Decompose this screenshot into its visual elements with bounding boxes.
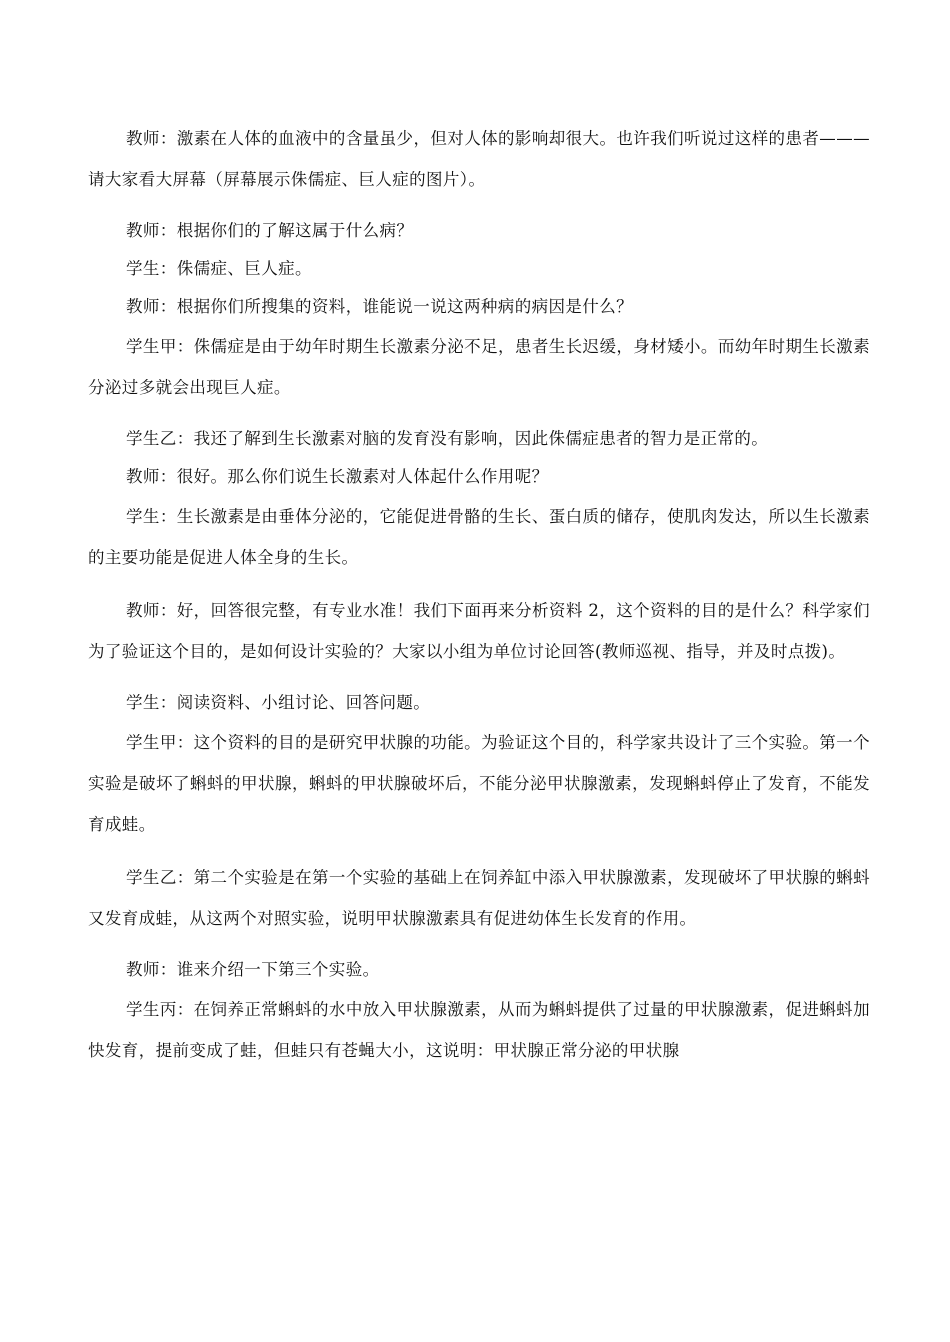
paragraph-student-growth-hormone: 学生：生长激素是由垂体分泌的，它能促进骨骼的生长、蛋白质的储存，使肌肉发达，所以生长激素的主要功能是促进人体全身的生长。 [88, 507, 870, 567]
paragraph-student-a-thyroid: 学生甲：这个资料的目的是研究甲状腺的功能。为验证这个目的，科学家共设计了三个实验。第一个实验是破坏了蝌蚪的甲状腺，蝌蚪的甲状腺破坏后，不能分泌甲状腺激素，发现蝌蚪停止了发育，不能发育成蛙。 [88, 733, 870, 834]
document-body [88, 118, 870, 1083]
paragraph-teacher-hormone-intro: 教师：激素在人体的血液中的含量虽少，但对人体的影响却很大。也许我们听说过这样的患者———请大家看大屏幕（屏幕展示侏儒症、巨人症的图片）。 [88, 129, 870, 189]
paragraph-teacher-question-function: 教师：很好。那么你们说生长激素对人体起什么作用呢？ [126, 467, 549, 486]
paragraph-student-b-intelligence: 学生乙：我还了解到生长激素对脑的发育没有影响，因此侏儒症患者的智力是正常的。 [126, 429, 769, 448]
paragraph-student-a-cause: 学生甲：侏儒症是由于幼年时期生长激素分泌不足，患者生长迟缓，身材矮小。而幼年时期生长激素分泌过多就会出现巨人症。 [88, 337, 870, 397]
paragraph-student-c-experiment-3: 学生丙：在饲养正常蝌蚪的水中放入甲状腺激素，从而为蝌蚪提供了过量的甲状腺激素，促进蝌蚪加快发育，提前变成了蛙，但蛙只有苍蝇大小，这说明：甲状腺正常分泌的甲状腺 [88, 1000, 870, 1060]
paragraph-teacher-material-2: 教师：好，回答很完整，有专业水准！我们下面再来分析资料 2，这个资料的目的是什么？科学家们为了验证这个目的，是如何设计实验的？大家以小组为单位讨论回答(教师巡视、指导，并及时点拨)。 [88, 601, 870, 661]
paragraph-teacher-question-disease: 教师：根据你们的了解这属于什么病？ [126, 221, 414, 240]
paragraph-student-discussion: 学生：阅读资料、小组讨论、回答问题。 [126, 693, 431, 712]
paragraph-student-answer-disease: 学生：侏儒症、巨人症。 [126, 259, 312, 278]
paragraph-student-b-experiment-2: 学生乙：第二个实验是在第一个实验的基础上在饲养缸中添入甲状腺激素，发现破坏了甲状腺的蝌蚪又发育成蛙，从这两个对照实验，说明甲状腺激素具有促进幼体生长发育的作用。 [88, 868, 870, 928]
paragraph-teacher-experiment-3: 教师：谁来介绍一下第三个实验。 [126, 960, 380, 979]
paragraph-teacher-question-cause: 教师：根据你们所搜集的资料，谁能说一说这两种病的病因是什么？ [126, 297, 633, 316]
